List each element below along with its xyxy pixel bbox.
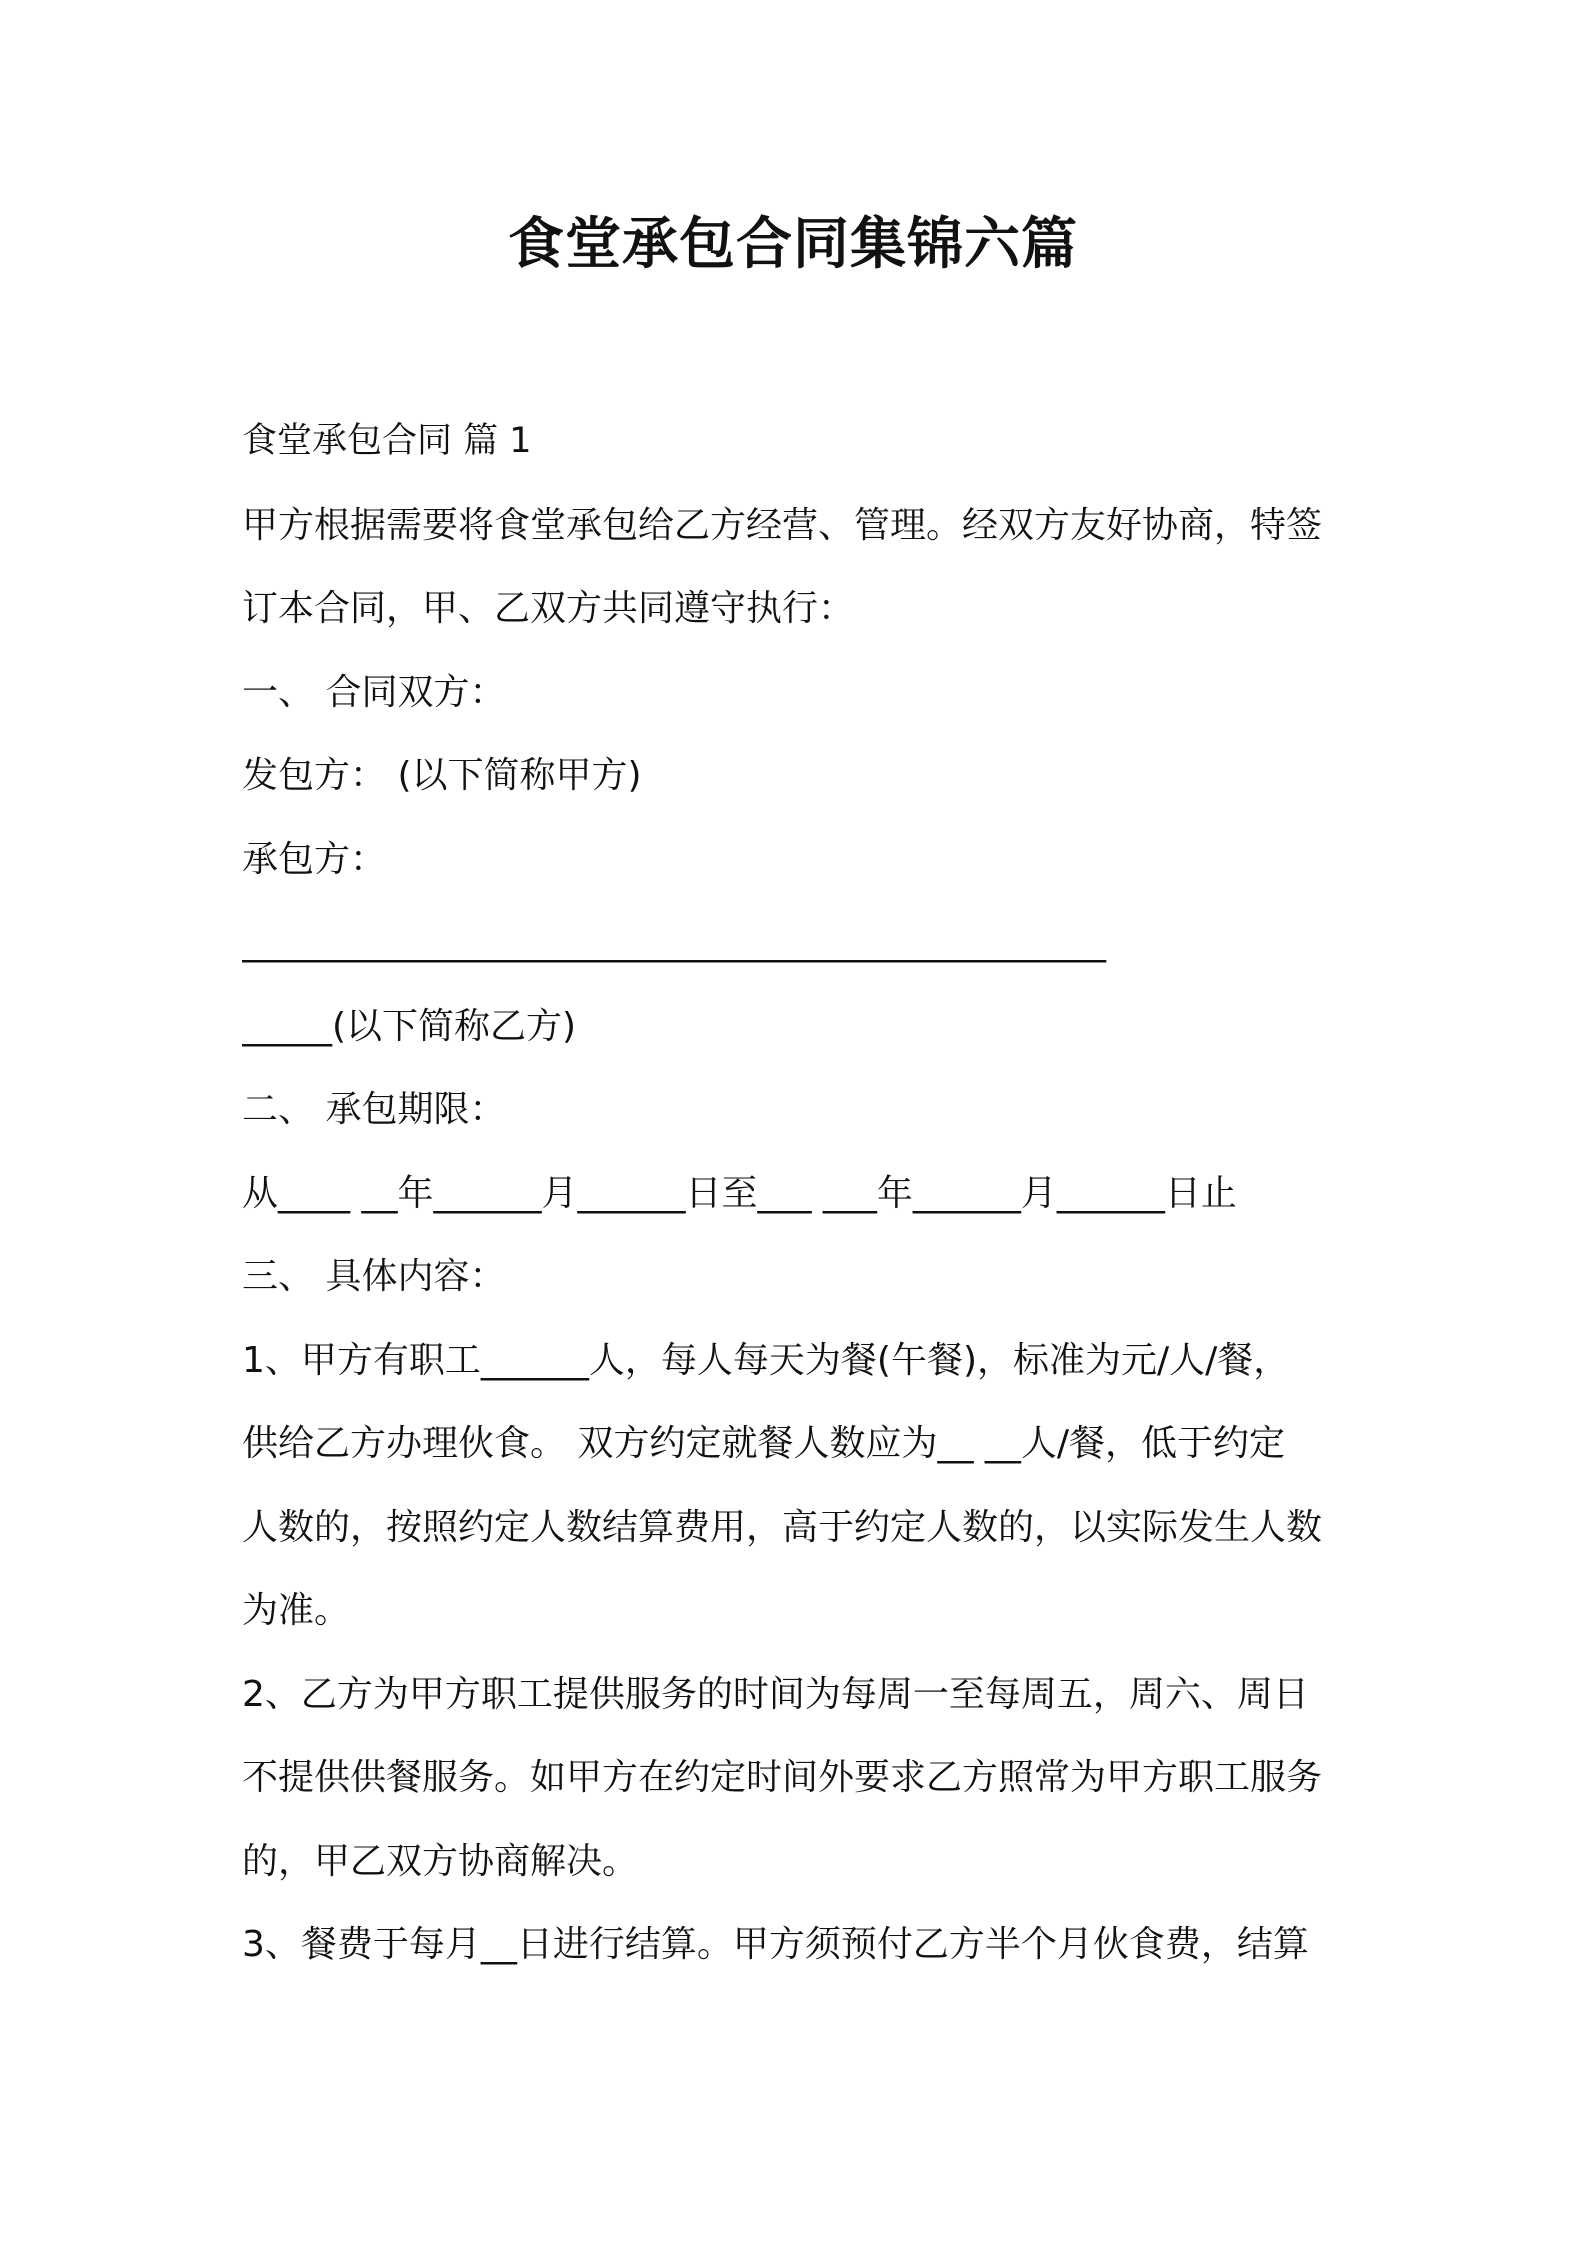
paragraph-line: 的，甲乙双方协商解决。 [242,1840,639,1882]
section-heading: 食堂承包合同 篇 1 [242,421,532,461]
clause-heading: 三、 具体内容： [242,1256,506,1297]
paragraph-line: 2、乙方为甲方职工提供服务的时间为每周一至每周五，周六、周日 [242,1673,1309,1715]
paragraph-line: 从____ __年______月______日至___ ___年______月______日止 [242,1172,1237,1214]
paragraph-line: 为准。 [242,1590,351,1631]
paragraph-line: 订本合同，甲、乙双方共同遵守执行： [242,588,855,629]
blank-fill-line: ________________________________________________ [242,922,1106,963]
paragraph-line: 发包方： (以下简称甲方) [242,755,642,796]
paragraph-line: _____(以下简称乙方) [242,1005,577,1047]
clause-heading: 二、 承包期限： [242,1089,506,1130]
document-title: 食堂承包合同集锦六篇 [508,212,1078,277]
paragraph-line: 不提供供餐服务。如甲方在约定时间外要求乙方照常为甲方职工服务 [242,1757,1323,1798]
paragraph-line: 人数的，按照约定人数结算费用，高于约定人数的，以实际发生人数 [242,1506,1323,1548]
document-body [242,400,1354,1987]
paragraph-line: 3、餐费于每月__日进行结算。甲方须预付乙方半个月伙食费，结算 [242,1924,1309,1965]
paragraph-line: 承包方： [242,838,387,880]
paragraph-line: 甲方根据需要将食堂承包给乙方经营、管理。经双方友好协商，特签 [242,504,1323,546]
clause-heading: 一、 合同双方： [242,671,506,713]
paragraph-line: 1、甲方有职工______人，每人每天为餐(午餐)，标准为元/人/餐， [242,1339,1290,1381]
paragraph-line: 供给乙方办理伙食。 双方约定就餐人数应为__ __人/餐，低于约定 [242,1423,1286,1464]
